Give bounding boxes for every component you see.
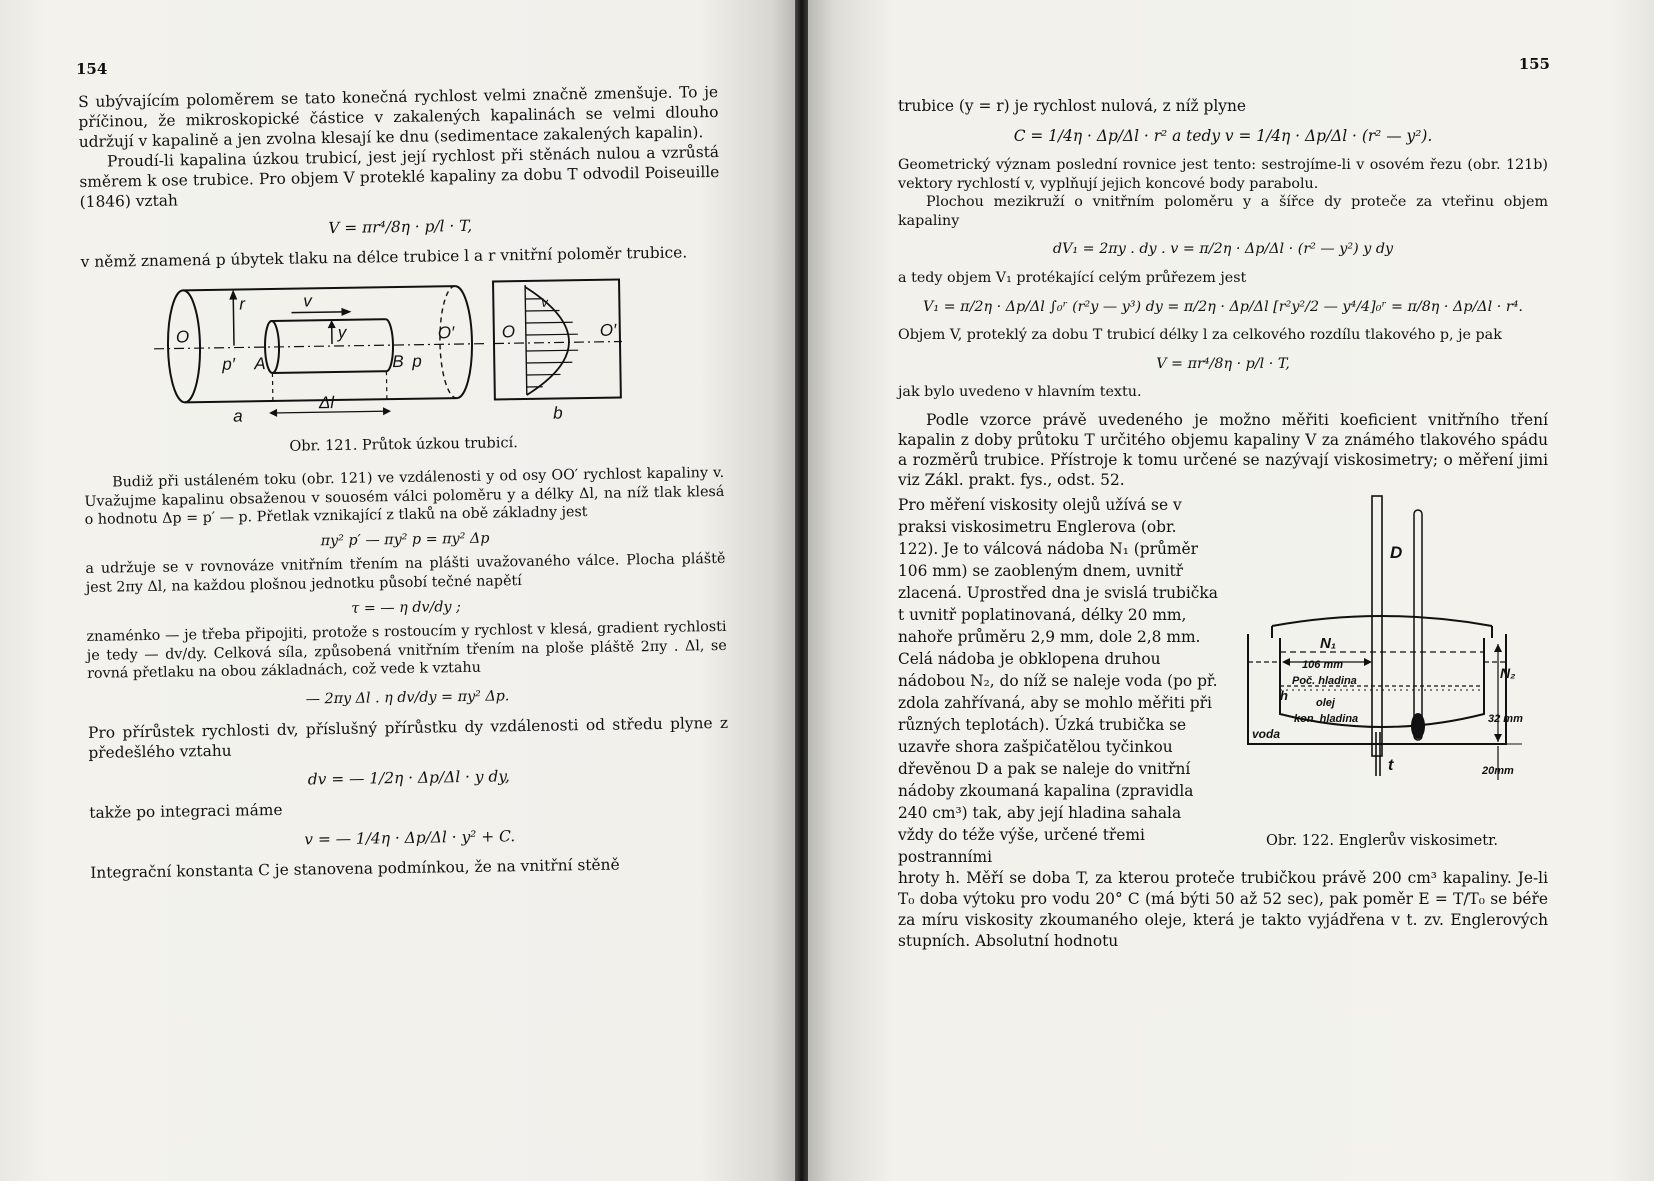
paragraph: a tedy objem V₁ protékající celým průřezem jest [898,269,1247,286]
paragraph: Proudí-li kapalina úzkou trubicí, jest její rychlost při stěnách nulou a vzrůstá směrem k ose trubice. Pro objem V proteklé kapaliny za dobu T odvodil Poiseuille (1846) vztah [79,142,720,211]
paragraph: Pro měření viskosity olejů užívá se v praksi viskosimetru Englerova (obr. 122). Je to válcová nádoba N₁ (průměr 106 mm) se zaobleným dnem, uvnitř zlacená. Uprostřed dna je svislá trubička t uvnitř poplatinovaná, délky 20 mm, nahoře průměru 2,9 mm, dole 2,8 mm. Celá nádoba je obklopena druhou nádobou N₂, do níž se naleje voda (po př. zdola zahřívaná, aby se mohlo měřiti při různých teplotách). Úzká trubička se uzavře shora zašpičatělou tyčinkou dřevěnou D a pak se naleje do vnitřní nádoby zkoumaná kapalina (zpravidla 240 cm³) tak, aby její hladina sahala vždy do téže výše, určené třemi postranními [898,495,1218,866]
label-p-prime: p′ [222,354,236,374]
label-poc-hladina: Poč. hladina [1292,674,1357,687]
label-32mm: 32 mm [1488,712,1523,725]
label-h: h [1280,687,1288,703]
right-page [808,0,1654,1181]
label-voda: voda [1252,726,1281,741]
equation: dv = — 1/2η · Δp/Δl · y dy, [307,766,510,789]
paragraph: takže po integraci máme [89,800,283,822]
label-O: O [175,327,190,347]
label-N2: N₂ [1500,664,1516,681]
figure-122 [1232,494,1532,868]
engler-section [898,494,1548,868]
equation: V₁ = π/2η · Δp/Δl ∫₀ʳ (r²y — y³) dy = π/2η · Δp/Δl [r²y²/2 — y⁴/4]₀ʳ = π/8η · Δp/Δl · r⁴. [923,298,1523,315]
paragraph: Objem V, proteklý za dobu T trubicí délky l za celkového rozdílu tlakového p, je pak [898,327,1502,344]
equation: V = πr⁴/8η · p/l · T, [1156,355,1290,372]
left-page [0,0,795,1181]
figure-121 [81,268,723,438]
label-t: t [1388,756,1394,774]
label-O-prime-right: O′ [599,320,617,340]
book-gutter [795,0,808,1181]
paragraph: hroty h. Měří se doba T, za kterou proteče trubičkou právě 200 cm³ kapaliny. Je-li T₀ doba výtoku pro vodu 20° C (má býti 50 až 52 sec), pak poměr E = T/T₀ se béře za míru viskosity zkoumaného oleje, která je takto vyjádřena v t. zv. Englerových stupních. Absolutní hodnotu [898,868,1548,950]
equation: v = — 1/4η · Δp/Δl · y² + C. [304,826,516,849]
label-O-prime: O′ [437,323,455,343]
label-O-right: O [501,322,516,342]
equation: πy² p′ — πy² p = πy² Δp [320,530,490,550]
label-olej: olej [1316,696,1335,709]
paragraph: jak bylo uvedeno v hlavním textu. [898,384,1142,401]
label-a: a [232,406,243,426]
label-y: y [337,322,347,342]
label-b: b [552,403,563,423]
label-dl: Δl [318,393,335,413]
paragraph: Plochou mezikruží o vnitřním poloměru y a šířce dy proteče za vteřinu objem kapaliny [898,194,1548,229]
label-N1: N₁ [1320,634,1337,652]
label-B: B [392,351,404,372]
label-D: D [1390,542,1403,562]
tube-flow-diagram [81,268,723,438]
page-number: 155 [1518,55,1550,73]
paragraph: S ubývajícím poloměrem se tato konečná rychlost velmi značně zmenšuje. To je příčinou, že mikroskopické částice v zakalených kapalinách se velmi dlouho udržují v kapalině a jen zvolna klesají ke dnu (sedimentace zakalených kapalin). [78,82,719,151]
figure-caption: Obr. 121. Průtok úzkou trubicí. [289,435,518,455]
right-text-column [898,96,1548,952]
label-r: r [239,294,246,314]
paragraph: Integrační konstanta C je stanovena podmínkou, že na vnitřní stěně [90,855,620,882]
left-text-column [78,82,730,882]
label-20mm: 20mm [1482,764,1514,777]
paragraph: Budiž při ustáleném toku (obr. 121) ve vzdálenosti y od osy OO′ rychlost kapaliny v. Uvažujme kapalinu obsaženou v souosém válci poloměru y a délky Δl, na níž tlak klesá o hodnotu Δp = p′ — p. Přetlak vznikající z tlaků na obě základny jest [84,464,725,529]
equation: V = πr⁴/8η · p/l · T, [328,216,473,238]
label-p: p [412,351,422,371]
paragraph: Geometrický význam poslední rovnice jest tento: sestrojíme-li v osovém řezu (obr. 121b) vektory rychlostí v, vyplňují jejich koncové body parabolu. [898,157,1548,192]
label-kon-hladina: kon. hladina [1294,712,1359,725]
paragraph: trubice (y = r) je rychlost nulová, z níž plyne [898,97,1246,115]
equation: — 2πy Δl . η dv/dy = πy² Δp. [305,688,510,708]
equation: τ = — η dv/dy ; [351,598,462,617]
paragraph: a udržuje se v rovnováze vnitřním třením na plášti uvažovaného válce. Plocha pláště jest 2πy Δl, na každou plošnou jednotku působí tečné napětí [85,551,726,596]
paragraph: Pro přírůstek rychlosti dv, příslušný přírůstku dy vzdálenosti od středu plyne z předešlého vztahu [87,713,729,762]
paragraph: Podle vzorce právě uvedeného je možno měřiti koeficient vnitřního tření kapalin z doby průtoku T určitého objemu kapaliny V za známého tlakového spádu a rozměrů trubice. Přístroje k tomu určené se nazývají viskosimetry; o měření jimi viz Zákl. prakt. fys., odst. 52. [898,410,1548,489]
equation: dV₁ = 2πy . dy . v = π/2η · Δp/Δl · (r² — y²) y dy [1052,241,1394,258]
label-A: A [254,354,266,374]
figure-caption: Obr. 122. Englerův viskosimetr. [1265,832,1499,849]
label-106mm: 106 mm [1302,658,1343,671]
page-number: 154 [76,60,108,78]
paragraph: v němž znamená p úbytek tlaku na délce trubice l a r vnitřní poloměr trubice. [80,243,688,271]
label-v-profile: v [541,294,548,310]
paragraph: znaménko — je třeba připojiti, protože s rostoucím y rychlost v klesá, gradient rychlosti je tedy — dv/dy. Celková síla, způsobená vnitřním třením na ploše pláště 2πy . Δl, se rovná přetlaku na obou základnách, což vede k vztahu [86,619,727,683]
engler-viscosimeter-diagram [1232,494,1532,824]
equation: C = 1/4η · Δp/Δl · r² a tedy v = 1/4η · Δp/Δl · (r² — y²). [1013,127,1433,145]
label-v: v [303,291,312,311]
